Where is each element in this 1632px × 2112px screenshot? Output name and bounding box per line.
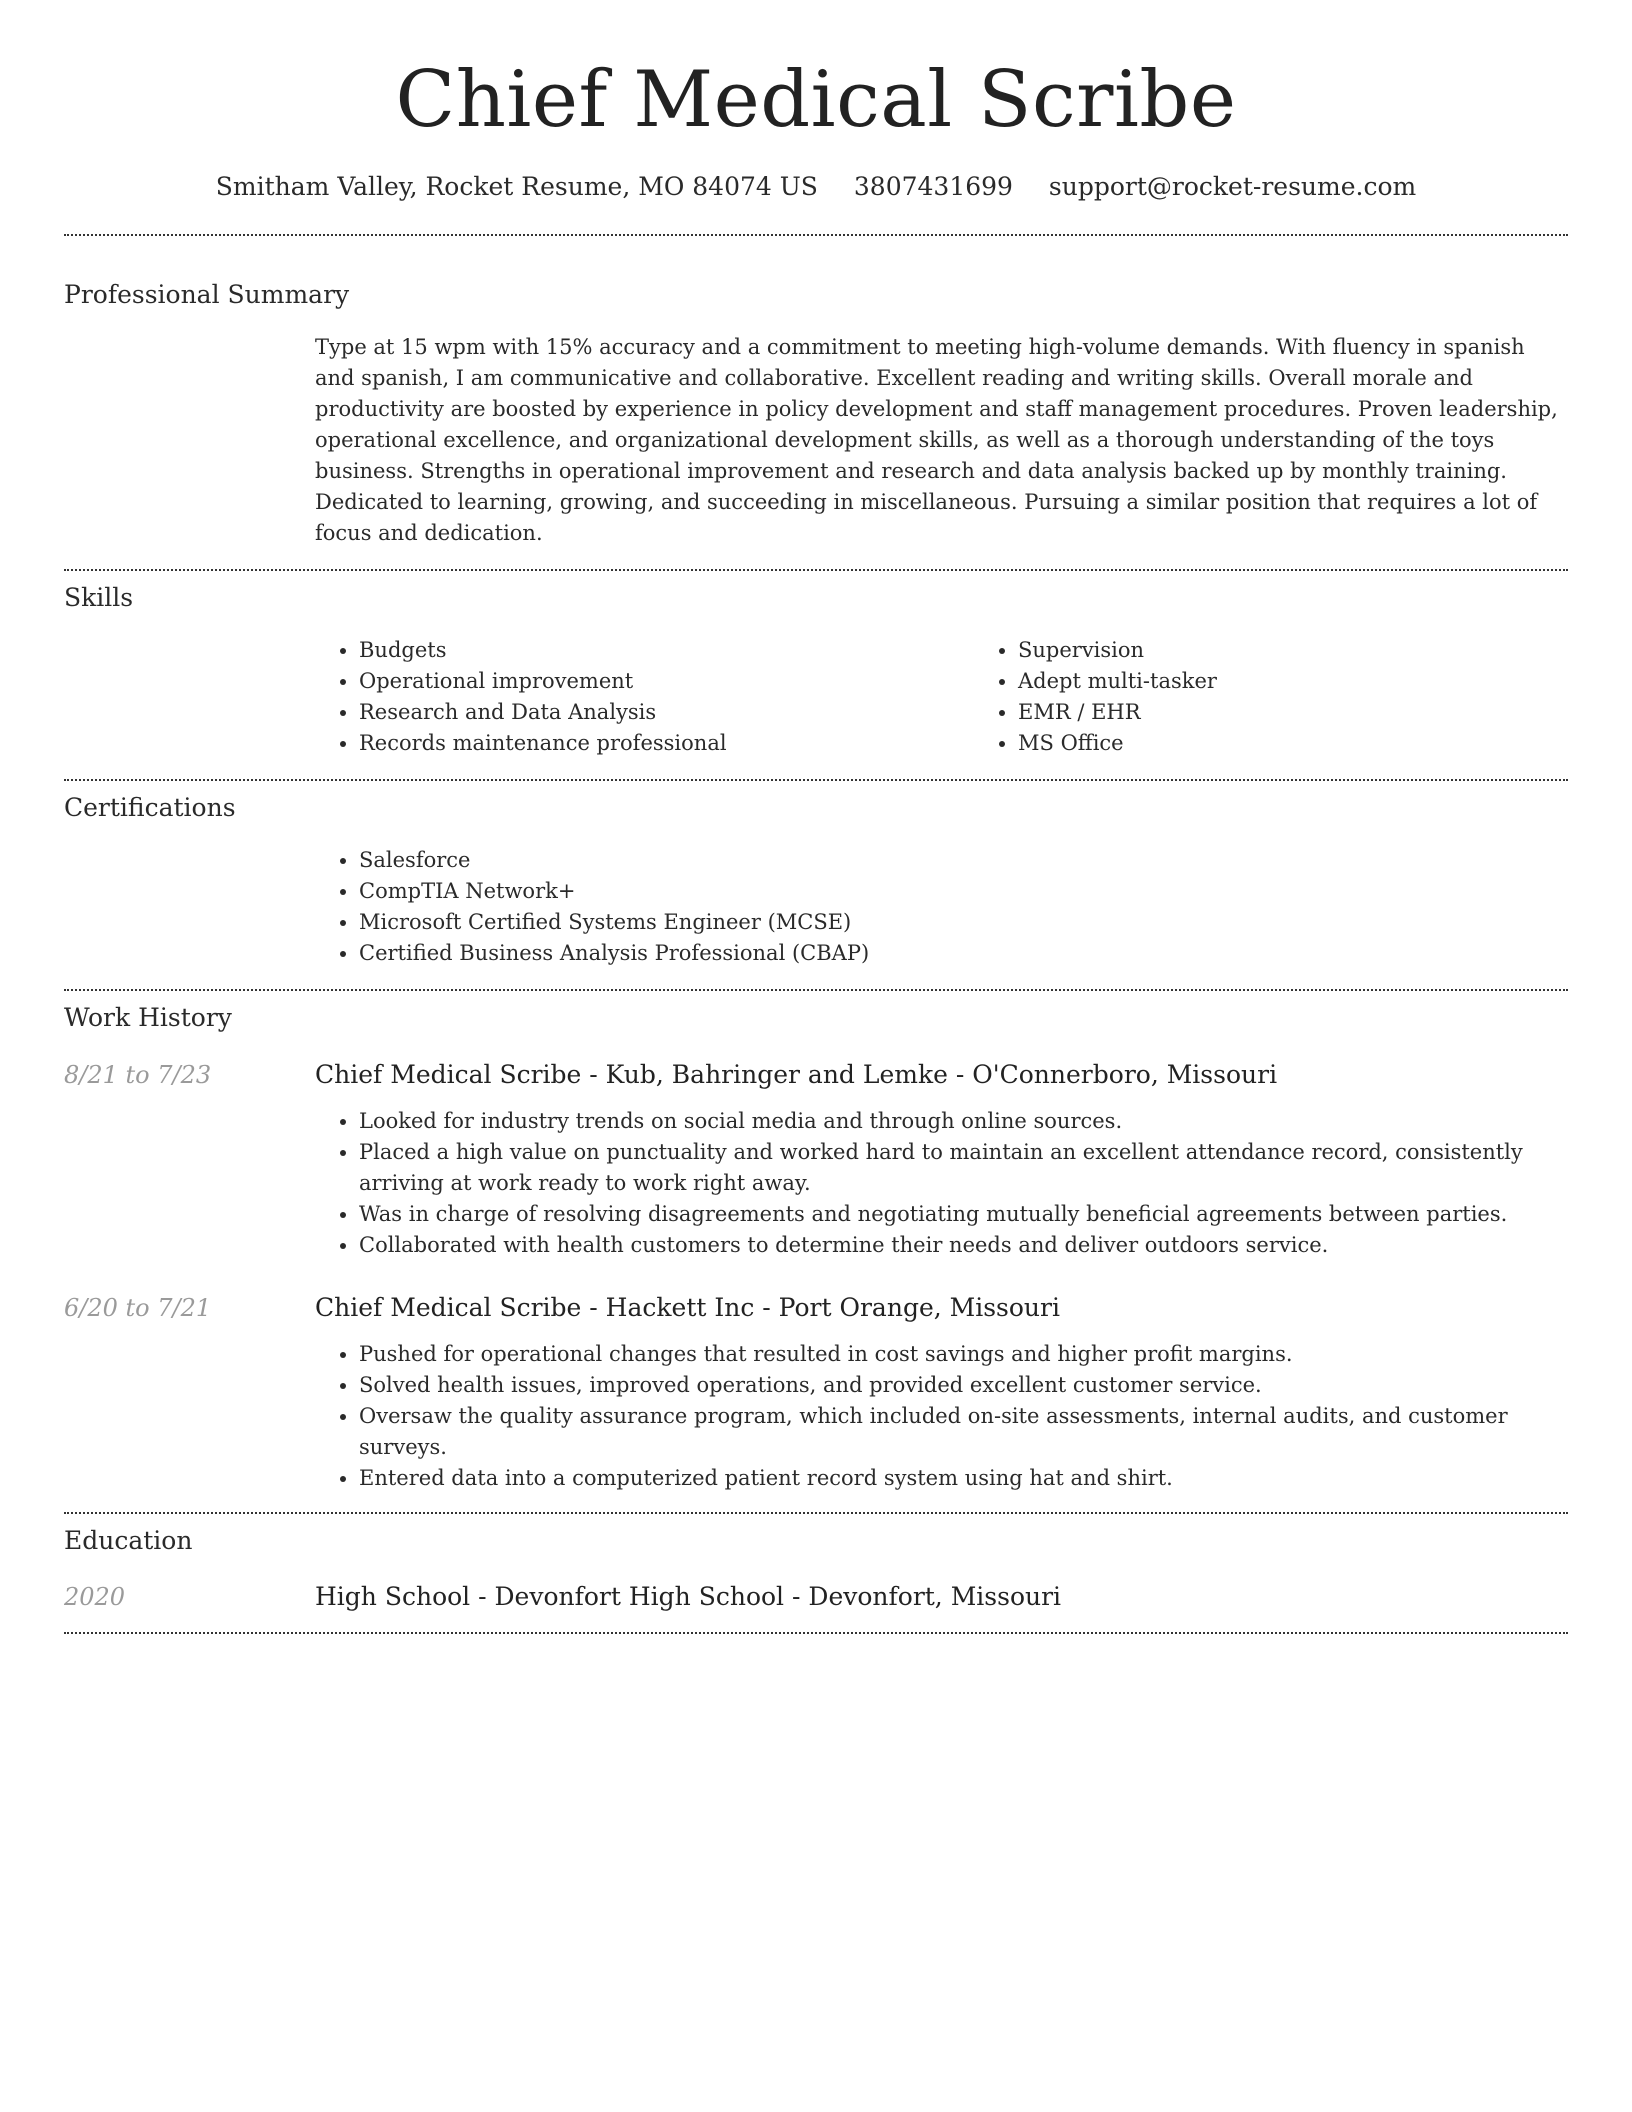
skills-row (64, 635, 1568, 759)
job-entry (64, 1058, 1568, 1261)
contact-line (64, 170, 1568, 204)
skill-item: • EMR / EHR (1018, 697, 1632, 728)
certifications-title: Certifications (64, 793, 236, 822)
summary-section (64, 278, 1568, 549)
skill-item: • Budgets (359, 635, 974, 666)
skills-left-column (64, 635, 315, 759)
education-year: 2020 (64, 1583, 126, 1611)
job-dates: 8/21 to 7/23 (64, 1061, 212, 1089)
education-heading: High School - Devonfort High School - Devonfort, Missouri (315, 1582, 1062, 1611)
job-bullet: • Solved health issues, improved operations, and provided excellent customer service. (359, 1370, 1568, 1401)
certification-item: • Certified Business Analysis Professional (CBAP) (359, 938, 1568, 969)
summary-left-column (64, 332, 315, 549)
job-dates: 6/20 to 7/21 (64, 1294, 212, 1322)
work-history-section (64, 1001, 1568, 1494)
job-bullet: • Oversaw the quality assurance program, which included on-site assessments, internal audits, and customer surveys. (359, 1401, 1568, 1463)
section-divider (64, 1512, 1568, 1514)
contact-email: support@rocket-resume.com (1048, 172, 1417, 201)
skill-item: • Research and Data Analysis (359, 697, 974, 728)
resume-name: Chief Medical Scribe (395, 55, 1237, 145)
skills-section (64, 581, 1568, 759)
certification-item: • Salesforce (359, 845, 1568, 876)
job-bullet: • Pushed for operational changes that resulted in cost savings and higher profit margins. (359, 1339, 1568, 1370)
skills-list-right (974, 635, 1632, 759)
resume-page (64, 0, 1568, 1634)
job-bullet: • Looked for industry trends on social media and through online sources. (359, 1106, 1568, 1137)
contact-address: Smitham Valley, Rocket Resume, MO 84074 US (215, 172, 818, 201)
job-bullets (315, 1106, 1568, 1261)
work-history-title: Work History (64, 1003, 232, 1032)
summary-title: Professional Summary (64, 280, 350, 309)
skills-list-left (315, 635, 974, 759)
skill-item: • Operational improvement (359, 666, 974, 697)
job-bullet: • Entered data into a computerized patient record system using hat and shirt. (359, 1463, 1568, 1494)
skill-item: • MS Office (1018, 728, 1632, 759)
certifications-section (64, 791, 1568, 969)
section-divider (64, 779, 1568, 781)
education-entry (64, 1580, 1568, 1614)
skill-item: • Adept multi-tasker (1018, 666, 1632, 697)
skills-title: Skills (64, 583, 134, 612)
job-bullet: • Placed a high value on punctuality and worked hard to maintain an excellent attendance record, consistently arriving at work ready to work right away. (359, 1137, 1568, 1199)
education-section (64, 1524, 1568, 1614)
certification-item: • CompTIA Network+ (359, 876, 1568, 907)
summary-text: Type at 15 wpm with 15% accuracy and a commitment to meeting high-volume demands. With fluency in spanish and spanish, I am communicative and collaborative. Excellent reading and writing skills. Overall morale and productivity are boosted by experience in policy development and staff management procedures. Proven leadership, operational excellence, and organizational development skills, as well as a thorough understanding of the toys business. Strengths in operational improvement and research and data analysis backed up by monthly training. Dedicated to learning, growing, and succeeding in miscellaneous. Pursuing a similar position that requires a lot of focus and dedication. (315, 335, 1558, 545)
certifications-row (64, 845, 1568, 969)
job-bullet: • Was in charge of resolving disagreements and negotiating mutually beneficial agreements between parties. (359, 1199, 1568, 1230)
contact-phone: 3807431699 (853, 172, 1013, 201)
section-divider (64, 1632, 1568, 1634)
skill-item: • Records maintenance professional (359, 728, 974, 759)
skill-item: • Supervision (1018, 635, 1632, 666)
certifications-left-column (64, 845, 315, 969)
job-bullet: • Collaborated with health customers to determine their needs and deliver outdoors service. (359, 1230, 1568, 1261)
certifications-list (315, 845, 1568, 969)
section-divider (64, 569, 1568, 571)
job-bullets (315, 1339, 1568, 1494)
education-title: Education (64, 1526, 193, 1555)
summary-row (64, 332, 1568, 549)
job-entry (64, 1291, 1568, 1494)
job-heading: Chief Medical Scribe - Kub, Bahringer and Lemke - O'Connerboro, Missouri (315, 1060, 1278, 1089)
section-divider (64, 989, 1568, 991)
section-divider (64, 234, 1568, 236)
job-heading: Chief Medical Scribe - Hackett Inc - Port Orange, Missouri (315, 1293, 1060, 1322)
certification-item: • Microsoft Certified Systems Engineer (MCSE) (359, 907, 1568, 938)
